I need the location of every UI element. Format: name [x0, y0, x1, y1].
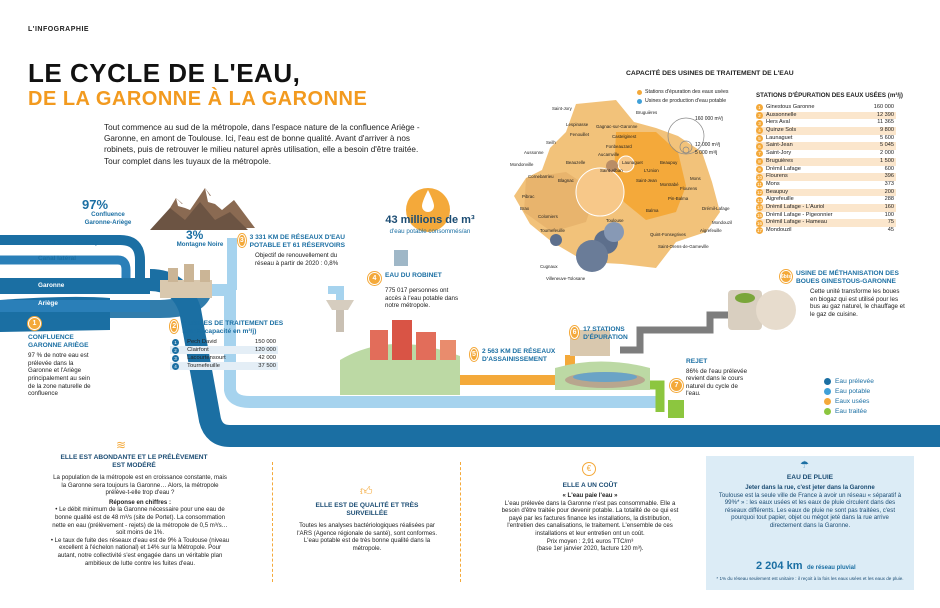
step-number: 6: [570, 326, 579, 339]
table-row: 11 Mons 373: [757, 180, 894, 188]
flow-legend: [824, 376, 874, 416]
step-text: 97 % de notre eau est prélevée dans la Garonne et l'Ariège principalement au sein de la zone naturelle de confluence: [28, 352, 91, 398]
plants-table: [170, 338, 278, 370]
legend-item: Eaux usées: [824, 396, 874, 406]
town-label: Tournefeuille: [540, 228, 565, 233]
montagne-pct: 3%: [186, 228, 204, 242]
bottom4-body: Jeter dans la rue, c'est jeter dans la Garonne Toulouse est la seule ville de France à avoir un réseau « séparatif à 99%* » : les eaux usées et les eaux de pluie circulent dans des réseaux différents. Les eaux de pluie ne sont pas traitées, c'est pourquoi tout papier, objet ou mégot jeté dans la rue arrive directement dans la Garonne.: [718, 484, 902, 529]
table-row: 15 Drémil Lafage - Pigeonnier 100: [756, 211, 894, 218]
map-legend: Stations d'épuration des eaux usées Usines de production d'eau potable: [637, 88, 728, 106]
step-title: 3 331 KM DE RÉSEAUX D'EAU POTABLE ET 61 RÉSERVOIRS: [249, 234, 346, 249]
town-label: Saint-Alban: [600, 168, 623, 173]
step-title: USINE DE MÉTHANISATION DES BOUES GINESTOUS-GARONNE: [796, 270, 899, 285]
step-7: [686, 358, 748, 398]
table-row: 2 Aussonnelle 12 390: [756, 112, 896, 120]
town-label: Pibrac: [522, 194, 535, 199]
table-row: 5 Launaguet 5 600: [756, 135, 896, 143]
sewer-network: [470, 348, 558, 363]
step-number: 6bis: [780, 270, 792, 283]
town-label: Quint-Fonsegrives: [650, 232, 686, 237]
table-row: 1 Ginestous Garonne 160 000: [756, 104, 896, 112]
page-title: LE CYCLE DE L'EAU,: [28, 58, 301, 88]
map-title: CAPACITÉ DES USINES DE TRAITEMENT DE L'EAU: [626, 70, 794, 77]
step-2: [170, 320, 285, 370]
stations-title: STATIONS D'ÉPURATION DES EAUX USÉES (m³/j): [756, 92, 903, 99]
town-label: Villeneuve-Tolosane: [546, 276, 586, 281]
table-row: 3 Hers Aval 11 365: [756, 119, 896, 127]
town-label: Balma: [646, 208, 659, 213]
kicker: L'INFOGRAPHIE: [28, 26, 90, 33]
town-label: Beaupuy: [660, 160, 678, 165]
table-row: 16 Drémil Lafage - Hameau 75: [756, 219, 894, 226]
footnote: * 1% du réseau seulement est unitaire : il reçoit à la fois les eaux usées et les eaux de pluie.: [716, 576, 904, 581]
pluvial-network: 2 204 km de réseau pluvial: [756, 560, 856, 572]
step-number: 2: [170, 320, 178, 333]
step-title: EAU DU ROBINET: [385, 272, 442, 279]
confluence-pct: 97%: [82, 197, 109, 212]
town-label: Aussonne: [524, 150, 544, 155]
table-row: 3 Lacourtensourt 42 000: [170, 354, 278, 362]
step-number: 3: [238, 234, 246, 247]
town-label: Saint-Orens-de-Gameville: [658, 244, 709, 249]
mountains: [150, 188, 255, 230]
ariege-label: Ariège: [38, 300, 58, 307]
town-label: Seilh: [546, 140, 556, 145]
table-row: 4 Tournefeuille 37 500: [170, 362, 278, 370]
table-row: 6 Saint-Jean 5 045: [756, 142, 896, 150]
town-label: Bruguières: [636, 110, 658, 115]
table-row: 9 Drémil Lafage 600: [756, 166, 896, 174]
step-number: 1: [28, 317, 41, 330]
town-label: Saint-Jory: [552, 106, 572, 111]
town-label: Flourens: [680, 186, 698, 191]
step-4: [368, 272, 464, 310]
step-title: REJET: [686, 358, 708, 365]
town-label: L'Union: [644, 168, 659, 173]
town-label: Castelginest: [612, 134, 637, 139]
table-row: 2 Clairfont 120 000: [170, 346, 278, 354]
step-text: 86% de l'eau prélevée revient dans le cours naturel du cycle de l'eau.: [686, 367, 748, 398]
table-row: 14 Drémil Lafage - L'Auriol 160: [756, 203, 894, 211]
bottom4-title: EAU DE PLUIE: [786, 474, 834, 481]
table-row: 12 Beaupuy 200: [756, 188, 894, 195]
town-label: Cugnaux: [540, 264, 558, 269]
town-label: Blagnac: [558, 178, 574, 183]
consumption-value: 43 millions de m³: [385, 214, 475, 226]
step-1: [28, 312, 94, 398]
table-row: 8 Bruguières 1 500: [756, 158, 896, 166]
step-title: 2 563 KM DE RÉSEAUX D'ASSAINISSEMENT: [481, 348, 556, 363]
town-label: Beauzelle: [566, 160, 586, 165]
stations-table: [756, 104, 896, 235]
town-label: Aigrefeuille: [700, 228, 722, 233]
confluence-pct-label: Confluence Garonne-Ariège: [84, 211, 132, 226]
step-6: [780, 270, 905, 319]
rain-icon: ☂: [800, 460, 809, 471]
town-label: Aucamville: [598, 152, 620, 157]
town-label: Toulouse: [606, 218, 624, 223]
town-label: Drémil-Lafage: [702, 206, 730, 211]
step-number: 4: [368, 272, 381, 285]
legend-item: Eau prélevée: [824, 376, 874, 386]
step-text: Objectif de renouvellement du réseau à partir de 2020 : 0,8%: [255, 252, 339, 267]
town-label: Mondouzil: [712, 220, 733, 225]
scale-medium: 12 000 m³/j: [695, 142, 721, 148]
bottom3-body: « L'eau paie l'eau » L'eau prélevée dans la Garonne n'est pas consommable. Elle a besoin d'être traitée pour devenir potable. La totalité de ce qui est payé par les factures finance les installations, la distribution, l'entretien des canalisations, le traitement. L'ensemble de ces installations et leur entretien ont un coût. Prix moyen : 2,91 euros TTC/m³ (base 1er janvier 2020, facture 120 m³).: [501, 492, 679, 553]
step-title: CONFLUENCE GARONNE ARIÈGE: [28, 334, 89, 349]
consumption-label: d'eau potable consommés/an: [389, 228, 471, 235]
thumbs-up-icon: 👍︎: [360, 484, 373, 498]
town-label: Gagnac-sur-Garonne: [596, 124, 638, 129]
intro-text: Tout commence au sud de la métropole, dans l'espace nature de la confluence Ariège - Garonne, en amont de Toulouse. Ici, l'eau est de bonne qualité. Avant d'arriver à nos robinets, puis de retrouver le milieu naturel après utilisation, elle a besoin d'être traitée. Tour complet dans les tuyaux de la métropole.: [104, 123, 420, 166]
montagne-pct-label: Montagne Noire: [176, 241, 224, 248]
town-label: Pin-Balma: [668, 196, 689, 201]
legend-item: Eau traitée: [824, 406, 874, 416]
town-label: Launaguet: [622, 160, 643, 165]
step-text: Cette unité transforme les boues en biogaz qui est utilisé pour les bus au gaz naturel, le chauffage et le gaz de cuisine.: [810, 288, 905, 318]
water-tower: [326, 300, 354, 332]
town-label: Cornebarrieu: [528, 174, 554, 179]
step-5: [570, 326, 640, 341]
town-label: Brax: [520, 206, 530, 211]
bottom1-title: ELLE EST ABONDANTE ET LE PRÉLÈVEMENT EST MODÉRÉ: [60, 454, 208, 469]
step-title: 17 STATIONS D'ÉPURATION: [583, 326, 628, 341]
town-label: Saint-Jean: [636, 178, 657, 183]
town-label: Colomiers: [538, 214, 558, 219]
treatment-plant: [160, 264, 212, 298]
town-label: Fonbeauzard: [606, 144, 632, 149]
table-row: 4 Quinze Sols 9 800: [756, 127, 896, 135]
scale-large: 160 000 m³/j: [695, 116, 723, 122]
step-title: 4 USINES DE TRAITEMENT DES EAUX (capacité en m³/j): [182, 320, 284, 335]
town-label: Mons: [690, 176, 701, 181]
table-row: 7 Saint-Jory 2 000: [756, 150, 896, 158]
town-label: Lespinasse: [566, 122, 589, 127]
step-3: [238, 234, 348, 267]
water-drop-icon: [398, 176, 458, 236]
town-label: Mondonville: [510, 162, 534, 167]
step-7-badge: 7: [670, 374, 683, 392]
bottom3-title: ELLE A UN COÛT: [562, 482, 618, 489]
town-label: Montrabé: [660, 182, 679, 187]
step-text: 775 017 personnes ont accès à l'eau potable dans notre métropole.: [385, 287, 459, 310]
table-row: 13 Aigrefeuille 288: [756, 196, 894, 203]
bottom2-title: ELLE EST DE QUALITÉ ET TRÈS SURVEILLÉE: [315, 502, 419, 517]
canal-lateral-label: Canal latéral: [38, 255, 77, 262]
table-row: 17 Mondouzil 45: [756, 227, 894, 234]
waves-icon: ≋: [116, 438, 127, 452]
town-label: Fenouillet: [570, 132, 590, 137]
step-number: 5: [470, 348, 478, 361]
table-row: 1 Pech David 150 000: [170, 338, 278, 346]
garonne-label: Garonne: [38, 282, 65, 289]
bottom2-body: Toutes les analyses bactériologiques réalisées par l'ARS (Agence régionale de santé), sont conformes. L'eau potable est de très bonne qualité dans la métropole.: [296, 522, 438, 552]
table-row: 10 Flourens 396: [756, 173, 894, 180]
canal-saint-martory-label: Canal Saint-Martory: [38, 239, 99, 246]
scale-small: 5 000 m³/j: [695, 150, 718, 156]
bottom1-body: La population de la métropole est en croissance constante, mais la Garonne sera toujours la Garonne… Alors, la métropole prélève-t-elle trop d'eau ? Réponse en chiffres : • Le débit minimum de la Garonne nécessaire pour une eau de bonne qualité est de 48 m³/s (site de Portet). La consommation nette en eau (prélèvement - rejets) de la métropole de 0,5 m³/s… soit moins de 1%. • Le taux de fuite des réseaux d'eau est de 9% à Toulouse (niveau excellent à l'échelon national) et 14% sur la Métropole. Pour autant, notre collectivité s'est engagée dans un véritable plan ambitieux de lutte contre les fuites d'eau.: [50, 474, 230, 567]
euro-icon: €: [582, 462, 596, 476]
legend-item: Eau potable: [824, 386, 874, 396]
page-subtitle: DE LA GARONNE À LA GARONNE: [28, 88, 368, 110]
